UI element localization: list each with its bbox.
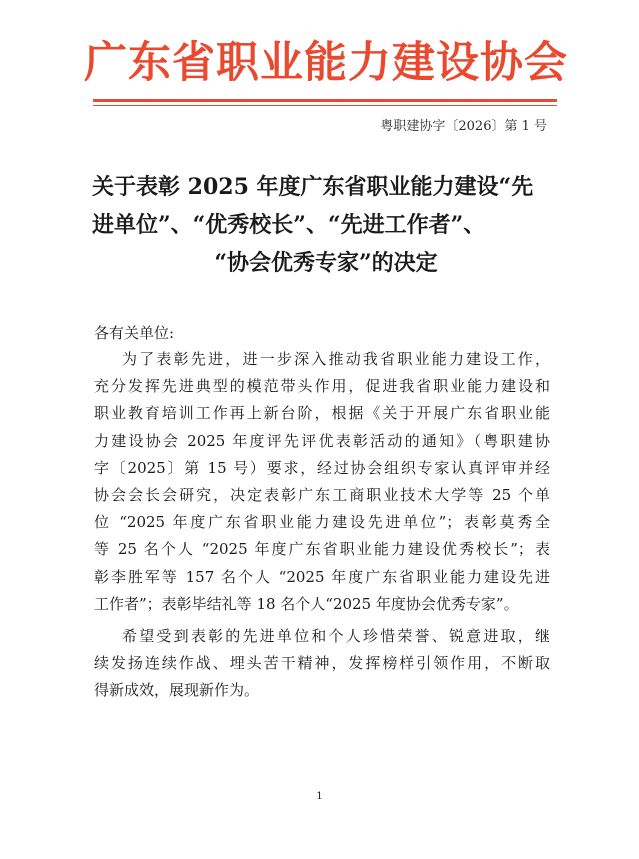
document-number: 粤职建协字〔2026〕第 1 号 [380, 119, 547, 134]
body-line: 协会会长会研究，决定表彰广东工商职业技术大学等 25 个单 [94, 486, 550, 505]
letterhead-rule-thick [93, 99, 557, 102]
body-line: 充分发挥先进典型的模范带头作用，促进我省职业能力建设和 [94, 377, 550, 396]
org-letterhead-title: 广东省职业能力建设协会 [84, 38, 568, 88]
document-title [92, 168, 560, 282]
letterhead-rule-thin [93, 105, 557, 106]
body-line: 得新成效，展现新作为。 [94, 681, 260, 700]
page-number: 1 [316, 791, 323, 802]
body-line: 位 “2025 年度广东省职业能力建设先进单位”；表彰莫秀全 [94, 513, 550, 532]
body-line: 工作者”；表彰毕结礼等 18 名个人“2025 年度协会优秀专家”。 [94, 594, 519, 613]
body-line: 职业教育培训工作再上新台阶，根据《关于开展广东省职业能 [94, 404, 550, 423]
body-line: 彰李胜军等 157 名个人 “2025 年度广东省职业能力建设先进 [94, 567, 550, 586]
body-line: 力建设协会 2025 年度评先评优表彰活动的通知》（粤职建协 [94, 431, 550, 450]
body-line: 为了表彰先进，进一步深入推动我省职业能力建设工作， [122, 350, 550, 368]
salutation: 各有关单位: [94, 324, 175, 342]
title-line: 进单位”、“优秀校长”、“先进工作者”、 [92, 212, 486, 238]
body-line: 等 25 名个人 “2025 年度广东省职业能力建设优秀校长”；表 [94, 540, 550, 559]
document-body [94, 346, 550, 705]
body-line: 希望受到表彰的先进单位和个人珍惜荣誉、锐意进取，继 [122, 627, 550, 646]
title-line: 关于表彰 2025 年度广东省职业能力建设“先 [92, 174, 534, 200]
title-line: “协会优秀专家”的决定 [214, 250, 438, 276]
body-line: 续发扬连续作战、埋头苦干精神，发挥榜样引领作用，不断取 [94, 654, 550, 673]
body-line: 字〔2025〕第 15 号）要求，经过协会组织专家认真评审并经 [94, 458, 550, 477]
